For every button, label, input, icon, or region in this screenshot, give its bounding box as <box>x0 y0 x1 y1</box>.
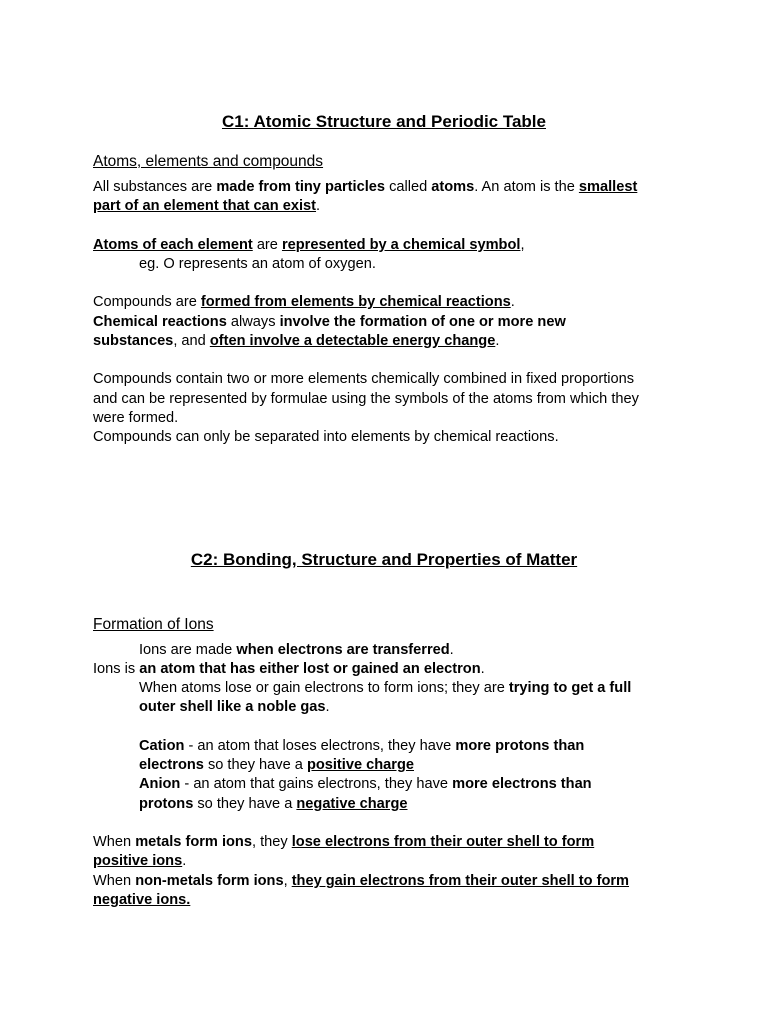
subheading-atoms-elements-compounds: Atoms, elements and compounds <box>93 153 324 170</box>
paragraph-line: negative ions. <box>93 892 191 908</box>
paragraph-line: and can be represented by formulae using the symbols of the atoms from which they <box>93 391 639 407</box>
cation-definition: Cation - an atom that loses electrons, they have more protons than <box>139 738 585 754</box>
paragraph-line: Chemical reactions always involve the formation of one or more new <box>93 314 566 330</box>
section-title-c2: C2: Bonding, Structure and Properties of Matter <box>190 550 578 569</box>
anion-definition: Anion - an atom that gains electrons, they have more electrons than <box>139 776 592 792</box>
paragraph-line: When non-metals form ions, they gain electrons from their outer shell to form <box>93 873 630 889</box>
paragraph-line: substances, and often involve a detectable energy change. <box>93 333 500 349</box>
paragraph-line: Atoms of each element are represented by a chemical symbol, <box>93 237 525 253</box>
paragraph-line: outer shell like a noble gas. <box>139 699 330 715</box>
paragraph-line: When metals form ions, they lose electrons from their outer shell to form <box>93 834 595 850</box>
section-title-c1: C1: Atomic Structure and Periodic Table <box>221 112 546 131</box>
paragraph-line: Ions is an atom that has either lost or gained an electron. <box>93 661 485 677</box>
paragraph-line: When atoms lose or gain electrons to form ions; they are trying to get a full <box>139 680 632 696</box>
example-line: eg. O represents an atom of oxygen. <box>139 256 376 272</box>
paragraph-line: Ions are made when electrons are transferred. <box>139 642 454 658</box>
anion-definition-cont: protons so they have a negative charge <box>139 796 408 812</box>
paragraph-line: All substances are made from tiny particles called atoms. An atom is the smallest <box>93 179 638 195</box>
paragraph-line: were formed. <box>93 410 179 426</box>
paragraph-line: part of an element that can exist. <box>93 198 321 214</box>
subheading-formation-of-ions: Formation of Ions <box>93 616 214 633</box>
paragraph-line: Compounds contain two or more elements chemically combined in fixed proportions <box>93 371 635 387</box>
cation-definition-cont: electrons so they have a positive charge <box>139 757 414 773</box>
paragraph-line: positive ions. <box>93 853 187 869</box>
paragraph-line: Compounds can only be separated into elements by chemical reactions. <box>93 429 559 445</box>
paragraph-line: Compounds are formed from elements by chemical reactions. <box>93 294 515 310</box>
